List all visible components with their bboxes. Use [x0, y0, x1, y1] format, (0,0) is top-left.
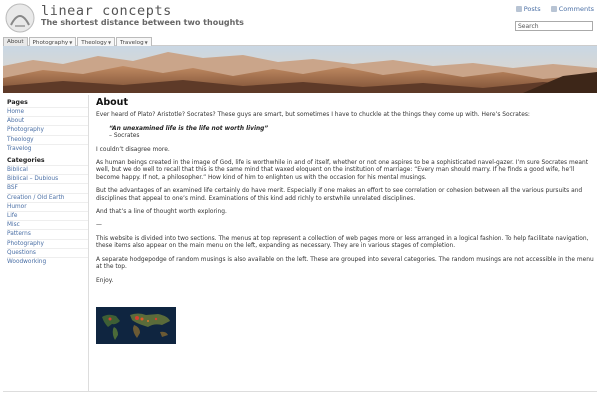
rss-icon: [551, 6, 557, 12]
site-title[interactable]: linear concepts: [41, 3, 172, 19]
nav-item-theology[interactable]: Theology▼: [77, 37, 115, 46]
website-sections-paragraph: This website is divided into two sections. The menus at top represent a collection of web pages more or less arranged in a logical fashion. To help facilitate navigation, these items also appear on the main menu on the left, expanding as necessary. They are in various stages of completion.: [96, 235, 589, 250]
sidebar-pages: [7, 99, 88, 153]
sidebar-category-patterns[interactable]: Patterns: [7, 229, 88, 238]
advantages-paragraph: But the advantages of an examined life certainly do have merit. Especially if one makes an effort to see correlation or cohesion between all the various pursuits and disciplines that appeal to one’s mind. Examinations of this kind add richly to erstwhile unrelated disciplines.: [96, 188, 583, 202]
site-tagline: The shortest distance between two thoughts: [41, 18, 244, 27]
human-beings-paragraph: As human beings created in the image of God, life is worthwhile in and of itself, whether or not one aspires to be a sophisticated navel-gazer. I’m sure Socrates meant well, but we do well to recall that this is the same mind that waxed eloquent on the institution of marriage: “Every man should marry. If he finds a good wife, he’ll become happy. If not, a philosopher.” How kind of him to enlighten us with the occasion for his mental musings.: [96, 160, 589, 181]
sidebar: [3, 95, 89, 391]
main-content: [96, 99, 594, 291]
world-map-thumbnail-image[interactable]: [96, 307, 176, 344]
nav-item-about[interactable]: About: [3, 37, 28, 46]
sidebar-category-photography[interactable]: Photography: [7, 239, 88, 248]
nav-item-photography[interactable]: Photography▼: [29, 37, 77, 46]
sidebar-category-misc[interactable]: Misc: [7, 220, 88, 229]
chevron-down-icon: ▼: [107, 40, 112, 45]
feed-links: [508, 5, 594, 14]
nav-item-travelog[interactable]: Travelog▼: [116, 37, 152, 46]
posts-feed-link[interactable]: Posts: [516, 5, 541, 13]
sidebar-category-questions[interactable]: Questions: [7, 248, 88, 257]
sidebar-category-biblical-dubious[interactable]: Biblical – Dubious: [7, 174, 88, 183]
sidebar-item-about[interactable]: About: [7, 116, 88, 125]
line-of-thought-paragraph: And that’s a line of thought worth exploring.: [96, 209, 227, 216]
sidebar-category-biblical[interactable]: Biblical: [7, 165, 88, 174]
sidebar-category-bsf[interactable]: BSF: [7, 183, 88, 192]
quote-text: “An unexamined life is the life not worth living”: [109, 125, 269, 132]
sidebar-item-theology[interactable]: Theology: [7, 135, 88, 144]
sidebar-category-life[interactable]: Life: [7, 211, 88, 220]
chevron-down-icon: ▼: [144, 40, 148, 45]
random-musings-paragraph: A separate hodgepodge of random musings is also available on the left. These are grouped into several categories. The random musings are not accessible in the menu at the top.: [96, 256, 594, 271]
top-nav: [3, 37, 597, 46]
site-header: [0, 0, 600, 36]
socrates-quote: [109, 126, 594, 141]
enjoy-paragraph: Enjoy.: [96, 277, 114, 284]
chevron-down-icon: ▼: [69, 40, 73, 45]
header-banner-image: [3, 46, 597, 93]
sidebar-categories: [7, 157, 88, 266]
intro-paragraph: Ever heard of Plato? Aristotle? Socrates? These guys are smart, but sometimes I have to chuckle at the things they come up with. Here’s Socrates:: [96, 112, 530, 119]
sidebar-category-woodworking[interactable]: Woodworking: [7, 257, 88, 266]
search-input[interactable]: [515, 21, 593, 31]
page-title: About: [96, 97, 128, 108]
sidebar-item-travelog[interactable]: Travelog: [7, 144, 88, 153]
sidebar-categories-heading: Categories: [7, 157, 45, 165]
sidebar-pages-heading: Pages: [7, 99, 28, 106]
quote-attribution: – Socrates: [109, 133, 140, 140]
sidebar-category-humor[interactable]: Humor: [7, 202, 88, 211]
separator: —: [96, 222, 102, 229]
disagree-paragraph: I couldn’t disagree more.: [96, 146, 170, 153]
sidebar-category-creation-old-earth[interactable]: Creation / Old Earth: [7, 193, 88, 202]
sidebar-item-photography[interactable]: Photography: [7, 125, 88, 134]
sidebar-item-home[interactable]: Home: [7, 107, 88, 116]
footer-divider: [3, 391, 597, 392]
rss-icon: [516, 6, 522, 12]
comments-feed-link[interactable]: Comments: [551, 5, 594, 13]
site-logo-icon[interactable]: [5, 3, 35, 33]
